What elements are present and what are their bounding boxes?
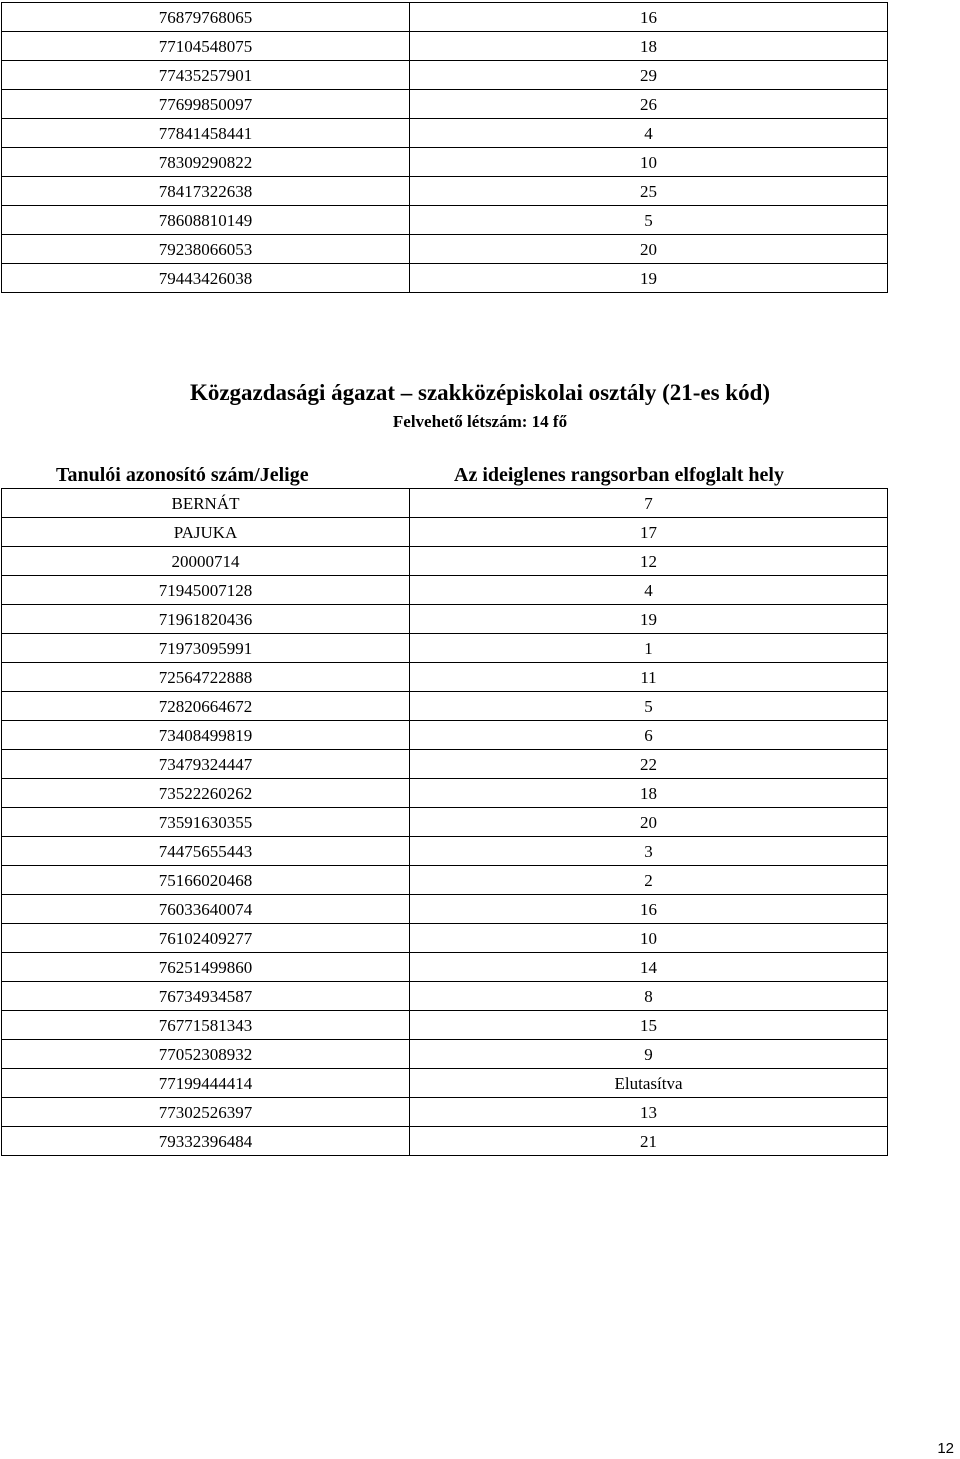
student-id-cell: 76033640074 [2,895,410,924]
student-id-cell: 73591630355 [2,808,410,837]
rank-cell: 19 [410,264,888,293]
table-row [2,547,888,576]
table-row [2,924,888,953]
rank-cell: 16 [410,895,888,924]
student-id-cell: 77435257901 [2,61,410,90]
student-id-cell: 78608810149 [2,206,410,235]
table-row [2,953,888,982]
student-id-cell: 71961820436 [2,605,410,634]
rank-cell: 4 [410,119,888,148]
student-id-cell: 77104548075 [2,32,410,61]
student-id-cell: PAJUKA [2,518,410,547]
top-table-body [2,3,888,293]
table-row [2,1127,888,1156]
table-row [2,177,888,206]
table-row [2,264,888,293]
table-row [2,576,888,605]
rank-cell: 15 [410,1011,888,1040]
student-id-cell: 73479324447 [2,750,410,779]
rank-cell: 6 [410,721,888,750]
rank-cell: 10 [410,924,888,953]
page-number: 12 [937,1440,954,1457]
table-row [2,1040,888,1069]
header-student-id: Tanulói azonosító szám/Jelige [56,464,309,486]
student-id-cell: 79443426038 [2,264,410,293]
rank-cell: 18 [410,779,888,808]
bottom-table-body [2,489,888,1156]
student-id-cell: 77302526397 [2,1098,410,1127]
rank-cell: Elutasítva [410,1069,888,1098]
rank-cell: 19 [410,605,888,634]
top-ranking-table [1,2,888,293]
table-row [2,750,888,779]
rank-cell: 17 [410,518,888,547]
student-id-cell: 76251499860 [2,953,410,982]
student-id-cell: 78309290822 [2,148,410,177]
rank-cell: 13 [410,1098,888,1127]
student-id-cell: 77699850097 [2,90,410,119]
rank-cell: 20 [410,808,888,837]
table-row [2,1011,888,1040]
table-row [2,692,888,721]
table-row [2,663,888,692]
student-id-cell: 73522260262 [2,779,410,808]
rank-cell: 20 [410,235,888,264]
student-id-cell: 79332396484 [2,1127,410,1156]
table-row [2,119,888,148]
rank-cell: 25 [410,177,888,206]
table-row [2,895,888,924]
student-id-cell: 77199444414 [2,1069,410,1098]
rank-cell: 18 [410,32,888,61]
rank-cell: 2 [410,866,888,895]
table-row [2,518,888,547]
student-id-cell: 73408499819 [2,721,410,750]
student-id-cell: 71945007128 [2,576,410,605]
table-row [2,90,888,119]
rank-cell: 16 [410,3,888,32]
rank-cell: 8 [410,982,888,1011]
table-header-row [1,462,888,489]
student-id-cell: 76102409277 [2,924,410,953]
table-row [2,866,888,895]
rank-cell: 5 [410,692,888,721]
table-row [2,1069,888,1098]
table-row [2,982,888,1011]
table-row [2,808,888,837]
student-id-cell: 71973095991 [2,634,410,663]
rank-cell: 1 [410,634,888,663]
table-row [2,779,888,808]
table-row [2,148,888,177]
student-id-cell: 77841458441 [2,119,410,148]
student-id-cell: 74475655443 [2,837,410,866]
table-row [2,721,888,750]
rank-cell: 10 [410,148,888,177]
rank-cell: 9 [410,1040,888,1069]
rank-cell: 5 [410,206,888,235]
student-id-cell: 76734934587 [2,982,410,1011]
table-row [2,489,888,518]
rank-cell: 3 [410,837,888,866]
student-id-cell: 76771581343 [2,1011,410,1040]
header-rank: Az ideiglenes rangsorban elfoglalt hely [454,464,784,486]
student-id-cell: 20000714 [2,547,410,576]
student-id-cell: 76879768065 [2,3,410,32]
table-row [2,206,888,235]
rank-cell: 22 [410,750,888,779]
student-id-cell: 75166020468 [2,866,410,895]
section-subtitle: Felvehető létszám: 14 fő [392,412,568,431]
table-row [2,235,888,264]
student-id-cell: 77052308932 [2,1040,410,1069]
student-id-cell: 79238066053 [2,235,410,264]
rank-cell: 21 [410,1127,888,1156]
table-row [2,61,888,90]
student-id-cell: BERNÁT [2,489,410,518]
rank-cell: 4 [410,576,888,605]
rank-cell: 12 [410,547,888,576]
table-row [2,1098,888,1127]
rank-cell: 7 [410,489,888,518]
rank-cell: 29 [410,61,888,90]
student-id-cell: 78417322638 [2,177,410,206]
table-row [2,3,888,32]
rank-cell: 11 [410,663,888,692]
student-id-cell: 72564722888 [2,663,410,692]
table-row [2,32,888,61]
table-row [2,605,888,634]
table-row [2,634,888,663]
rank-cell: 14 [410,953,888,982]
section-title: Közgazdasági ágazat – szakközépiskolai osztály (21-es kód) [189,380,771,405]
table-row [2,837,888,866]
bottom-ranking-table [1,488,888,1156]
student-id-cell: 72820664672 [2,692,410,721]
rank-cell: 26 [410,90,888,119]
